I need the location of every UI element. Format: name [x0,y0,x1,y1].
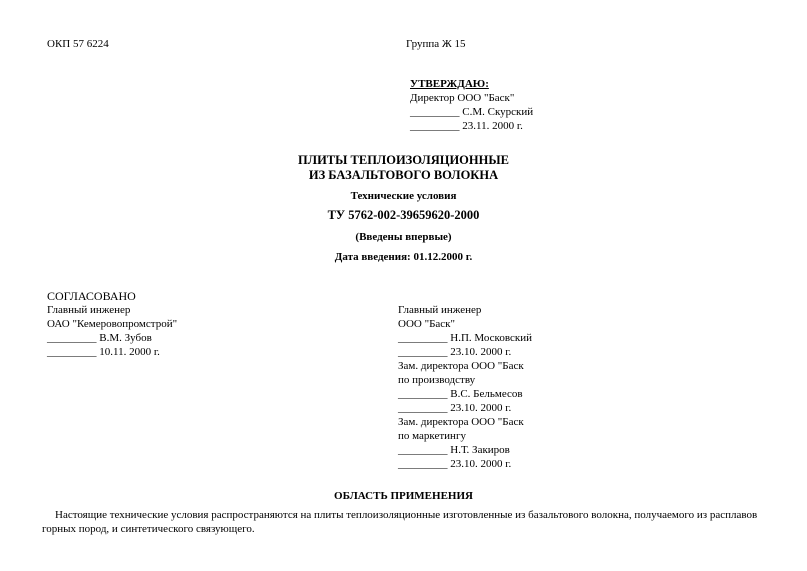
agreed-line: ОАО "Кемеровопромстрой" [47,318,178,330]
document-code: ТУ 5762-002-39659620-2000 [327,208,480,222]
agreed-line: Главный инженер [47,304,131,316]
agreed-line: _________ 10.11. 2000 г. [47,346,160,358]
signature-line: ООО "Баск" [398,318,455,330]
scope-heading: ОБЛАСТЬ ПРИМЕНЕНИЯ [334,490,473,502]
approval-block [410,77,533,133]
document-subtitle: Технические условия [350,190,457,202]
signature-line: _________ 23.10. 2000 г. [398,458,512,470]
document-intro-note: (Введены впервые) [355,231,452,243]
approval-line: _________ 23.11. 2000 г. [410,120,523,132]
agreed-title: СОГЛАСОВАНО [47,289,136,303]
agreed-block [47,289,177,359]
scope-text-line-1: Настоящие технические условия распространяются на плиты теплоизоляционные изготовленные из базальтового волокна, получаемого из расплавов [55,509,758,521]
title-line-1: ПЛИТЫ ТЕПЛОИЗОЛЯЦИОННЫЕ [298,153,509,167]
signature-line: _________ В.С. Бельмесов [398,388,523,400]
group-code: Группа Ж 15 [406,38,466,50]
signature-line: _________ Н.Т. Закиров [398,444,510,456]
signatures-block [398,303,532,471]
document-title [0,153,807,183]
title-line-2: ИЗ БАЗАЛЬТОВОГО ВОЛОКНА [308,168,499,182]
approval-title: УТВЕРЖДАЮ: [410,78,489,90]
agreed-line: _________ В.М. Зубов [47,332,152,344]
signature-line: Зам. директора ООО "Баск [398,360,524,372]
approval-line: Директор ООО "Баск" [410,92,515,104]
signature-line: _________ Н.П. Московский [398,332,532,344]
approval-line: _________ С.М. Скурский [410,106,534,118]
signature-line: _________ 23.10. 2000 г. [398,346,512,358]
signature-line: Главный инженер [398,304,482,316]
effective-date: Дата введения: 01.12.2000 г. [334,251,473,263]
okp-code: ОКП 57 6224 [47,38,109,50]
signature-line: по маркетингу [398,430,466,442]
scope-text-line-2: горных пород, и синтетического связующего. [42,523,255,535]
signature-line: Зам. директора ООО "Баск [398,416,524,428]
signature-line: _________ 23.10. 2000 г. [398,402,512,414]
signature-line: по производству [398,374,476,386]
